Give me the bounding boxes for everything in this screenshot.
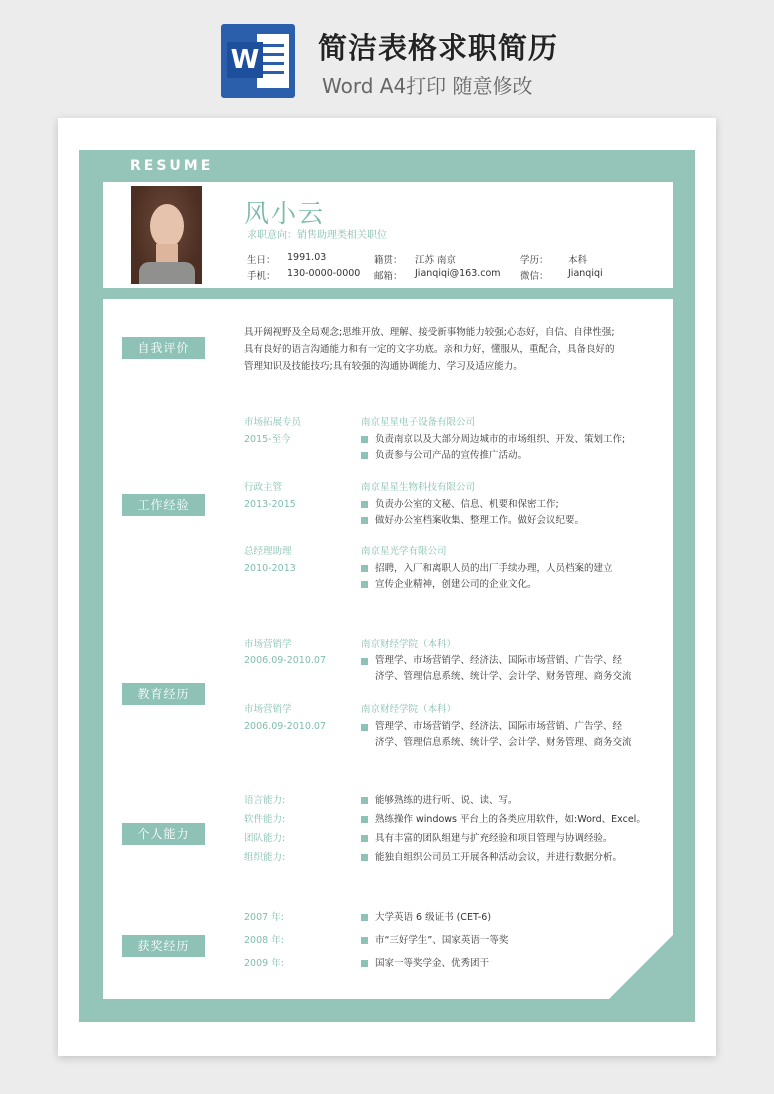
work-role: 行政主管 xyxy=(244,482,283,493)
work-company: 南京星星生物科技有限公司 xyxy=(361,482,476,493)
wechat-value: Jianqiqi xyxy=(568,268,603,279)
award-year: 2008 年: xyxy=(244,935,284,946)
work-period: 2010-2013 xyxy=(244,563,296,574)
work-point: 负责办公室的文秘、信息、机要和保密工作; xyxy=(361,497,559,513)
resume-tag: RESUME xyxy=(130,158,214,174)
section-title-awards: 获奖经历 xyxy=(122,935,205,957)
page-header xyxy=(0,0,774,110)
edu-courses: 管理学、市场营销学、经济法、国际市场营销、广告学、经 济学、管理信息系统、统计学、会计学、财务管理、商务交流 xyxy=(361,719,651,751)
skill-label: 组织能力: xyxy=(244,852,286,863)
award-text: 大学英语 6 级证书 (CET-6) xyxy=(361,910,491,926)
work-point: 负责南京以及大部分周边城市的市场组织、开发、策划工作; xyxy=(361,432,625,448)
edu-major: 市场营销学 xyxy=(244,704,292,715)
award-text: 国家一等奖学金、优秀团干 xyxy=(361,956,489,972)
resume-body xyxy=(103,299,673,999)
skill-text: 具有丰富的团队组建与扩充经验和项目管理与协调经验。 xyxy=(361,831,613,847)
skill-text: 熟练操作 windows 平台上的各类应用软件，如:Word、Excel。 xyxy=(361,812,646,828)
work-point: 负责参与公司产品的宣传推广活动。 xyxy=(361,448,527,464)
work-company: 南京星光学有限公司 xyxy=(361,546,447,557)
native-label: 籍贯： xyxy=(374,255,403,266)
phone-label: 手机： xyxy=(247,271,276,282)
award-year: 2007 年: xyxy=(244,912,284,923)
work-point: 招聘，入厂和离职人员的出厂手续办理，人员档案的建立 xyxy=(361,561,613,577)
work-role: 总经理助理 xyxy=(244,546,292,557)
page-title: 简洁表格求职简历 xyxy=(318,31,559,65)
email-value: Jianqiqi@163.com xyxy=(415,268,501,279)
edu-school: 南京财经学院（本科） xyxy=(361,639,457,650)
edu-period: 2006.09-2010.07 xyxy=(244,655,326,666)
native-value: 江苏 南京 xyxy=(415,255,457,266)
resume-paper xyxy=(58,118,716,1056)
edu-school: 南京财经学院（本科） xyxy=(361,704,457,715)
section-title-skills: 个人能力 xyxy=(122,823,205,845)
candidate-name: 风小云 xyxy=(244,199,326,228)
edu-period: 2006.09-2010.07 xyxy=(244,721,326,732)
work-point: 做好办公室档案收集、整理工作。做好会议纪要。 xyxy=(361,513,584,529)
corner-fold xyxy=(609,935,673,999)
birth-value: 1991.03 xyxy=(287,252,327,263)
award-text: 市“三好学生”、国家英语一等奖 xyxy=(361,933,508,949)
edu-courses: 管理学、市场营销学、经济法、国际市场营销、广告学、经 济学、管理信息系统、统计学、会计学、财务管理、商务交流 xyxy=(361,653,651,685)
edu-major: 市场营销学 xyxy=(244,639,292,650)
self-evaluation: 具开阔视野及全局观念;思维开放、理解、接受新事物能力较强;心态好，自信、自律性强; 具有良好的语言沟通能力和有一定的文字功底。亲和力好，懂服从，重配合，具备良好的 管理知识及技能技巧;具有较强的沟通协调能力、学习及适应能力。 xyxy=(244,327,615,372)
email-label: 邮箱： xyxy=(374,271,403,282)
section-title-work: 工作经验 xyxy=(122,494,205,516)
award-year: 2009 年: xyxy=(244,958,284,969)
work-period: 2015-至今 xyxy=(244,434,291,445)
phone-value: 130-0000-0000 xyxy=(287,268,361,279)
job-intent: 求职意向：销售助理类相关职位 xyxy=(247,230,387,241)
skill-label: 软件能力: xyxy=(244,814,286,825)
wechat-label: 微信： xyxy=(520,271,549,282)
skill-label: 语言能力: xyxy=(244,795,286,806)
word-icon: W xyxy=(221,24,295,98)
work-period: 2013-2015 xyxy=(244,499,296,510)
resume-frame xyxy=(79,150,695,1022)
edu-label: 学历： xyxy=(520,255,549,266)
skill-label: 团队能力: xyxy=(244,833,286,844)
section-title-self: 自我评价 xyxy=(122,337,205,359)
skill-text: 能独自组织公司员工开展各种活动会议，并进行数据分析。 xyxy=(361,850,622,866)
skill-text: 能够熟练的进行听、说、读、写。 xyxy=(361,793,518,809)
page-subtitle: Word A4打印 随意修改 xyxy=(322,74,533,98)
avatar xyxy=(131,186,202,284)
profile-card xyxy=(103,182,673,288)
edu-value: 本科 xyxy=(568,255,588,266)
work-company: 南京星星电子设备有限公司 xyxy=(361,417,476,428)
work-role: 市场拓展专员 xyxy=(244,417,302,428)
birth-label: 生日： xyxy=(247,255,276,266)
work-point: 宣传企业精神，创建公司的企业文化。 xyxy=(361,577,537,593)
section-title-education: 教育经历 xyxy=(122,683,205,705)
